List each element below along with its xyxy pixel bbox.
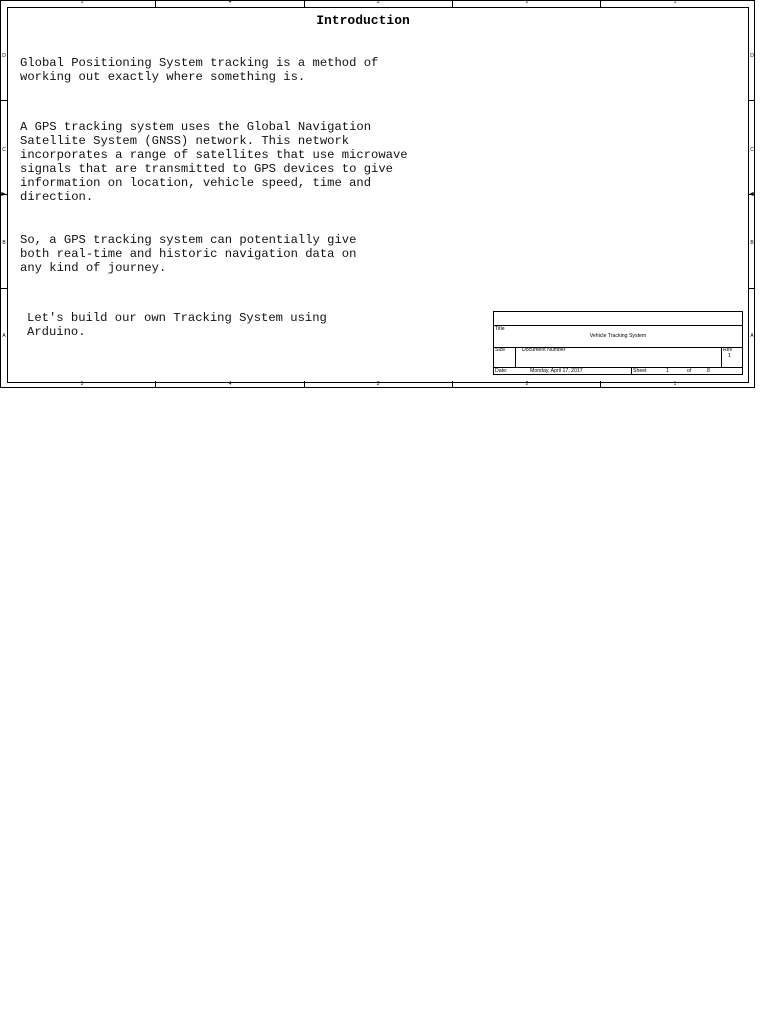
row-divider-tick — [748, 288, 755, 289]
column-label: 5 — [80, 381, 84, 387]
column-divider-tick — [452, 381, 453, 388]
row-label: C — [2, 147, 6, 153]
document-number-label: Document Number — [522, 347, 566, 353]
column-label: 3 — [376, 381, 380, 387]
row-divider-tick — [0, 100, 7, 101]
title-label: Title — [495, 326, 505, 332]
column-label: 5 — [80, 0, 84, 5]
column-label: 1 — [673, 0, 677, 5]
column-divider-tick — [155, 381, 156, 388]
title-block-divider — [515, 347, 516, 367]
row-divider-tick — [748, 100, 755, 101]
paragraph-navigation-data: So, a GPS tracking system can potentially give both real-time and historic navigation data on any kind of journey. — [20, 233, 357, 275]
column-divider-tick — [452, 0, 453, 7]
rev-value: 1 — [728, 353, 731, 359]
column-divider-tick — [600, 0, 601, 7]
row-label: B — [2, 240, 6, 246]
row-label: A — [2, 333, 6, 339]
paragraph-gps-definition: Global Positioning System tracking is a method of working out exactly where something is. — [20, 56, 379, 84]
sheet-value: 1 — [666, 368, 669, 374]
column-divider-tick — [304, 0, 305, 7]
title-block-divider — [494, 325, 742, 326]
center-arrow-icon: ◄ — [748, 191, 755, 198]
center-arrow-icon: ► — [0, 191, 7, 198]
paragraph-call-to-action: Let's build our own Tracking System using Arduino. — [27, 311, 327, 339]
paragraph-gnss-network: A GPS tracking system uses the Global Navigation Satellite System (GNSS) network. This network incorporates a range of satellites that use microwave signals that are transmitted to GPS devices to give information on location, vehicle speed, time and direction. — [20, 120, 408, 204]
size-label: Size — [495, 347, 506, 353]
schematic-sheet — [0, 0, 756, 390]
row-label: D — [750, 53, 754, 59]
row-label: C — [750, 147, 754, 153]
column-label: 4 — [228, 0, 232, 5]
column-divider-tick — [600, 381, 601, 388]
title-block — [493, 311, 743, 375]
column-label: 3 — [376, 0, 380, 5]
row-divider-tick — [0, 288, 7, 289]
row-label: B — [750, 240, 754, 246]
title-block-divider — [721, 347, 722, 367]
column-divider-tick — [304, 381, 305, 388]
column-label: 1 — [673, 381, 677, 387]
page-title: Introduction — [316, 13, 410, 28]
column-label: 4 — [228, 381, 232, 387]
of-label: of — [687, 368, 692, 374]
date-label: Date: — [495, 368, 508, 374]
row-label: D — [2, 53, 6, 59]
column-label: 2 — [525, 0, 529, 5]
sheet-label: Sheet — [633, 368, 647, 374]
rev-label: Rev — [723, 347, 733, 353]
title-value: Vehicle Tracking System — [589, 333, 647, 339]
column-label: 2 — [525, 381, 529, 387]
date-value: Monday, April 17, 2017 — [530, 368, 583, 374]
sheet-total-value: 8 — [707, 368, 710, 374]
title-block-divider — [631, 367, 632, 375]
column-divider-tick — [155, 0, 156, 7]
row-label: A — [750, 333, 754, 339]
